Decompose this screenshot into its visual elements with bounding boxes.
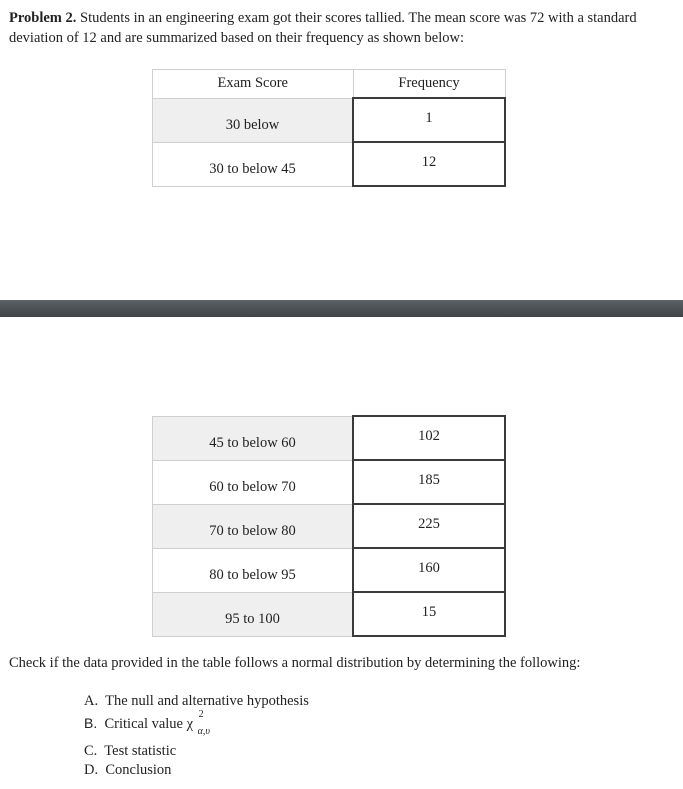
task-marker: A.: [84, 693, 99, 709]
score-cell: 95 to 100: [153, 592, 354, 636]
task-item-a: [84, 692, 309, 711]
chi-subscript: α,υ: [197, 726, 210, 737]
task-marker: C.: [84, 743, 98, 759]
table-row: [153, 142, 506, 186]
score-cell: 30 to below 45: [153, 142, 354, 186]
score-cell: 60 to below 70: [153, 460, 354, 504]
question-text: Check if the data provided in the table follows a normal distribution by determining the following:: [9, 655, 581, 671]
table-row: [153, 592, 506, 636]
frequency-cell: 15: [353, 592, 505, 636]
task-text: Test statistic: [104, 743, 177, 759]
score-table-bottom: [152, 415, 506, 637]
frequency-cell: 102: [353, 416, 505, 460]
score-cell: 70 to below 80: [153, 504, 354, 548]
table-row: [153, 504, 506, 548]
task-item-c: [84, 742, 309, 761]
task-text: The null and alternative hypothesis: [105, 693, 309, 709]
score-table-top: [152, 69, 506, 187]
frequency-cell: 185: [353, 460, 505, 504]
problem-text: Students in an engineering exam got their scores tallied. The mean score was 72 with a standard deviation of 12 and are summarized based on their frequency as shown below:: [9, 10, 637, 46]
problem-label: Problem 2.: [9, 10, 77, 26]
score-cell: 45 to below 60: [153, 416, 354, 460]
header-exam-score: Exam Score: [153, 70, 354, 99]
task-marker: D.: [84, 762, 99, 778]
chi-superscript: 2: [198, 709, 204, 720]
score-cell: 80 to below 95: [153, 548, 354, 592]
problem-statement: [9, 8, 677, 48]
chi-square-symbol: [186, 709, 211, 737]
task-text: Critical value: [104, 716, 187, 732]
task-item-b: [84, 711, 309, 742]
table-row: [153, 460, 506, 504]
page-divider-bar: [0, 300, 683, 317]
task-item-d: [84, 761, 309, 780]
frequency-cell: 12: [353, 142, 505, 186]
score-cell: 30 below: [153, 98, 354, 142]
frequency-cell: 225: [353, 504, 505, 548]
table-row: [153, 416, 506, 460]
table-row: [153, 548, 506, 592]
frequency-cell: 160: [353, 548, 505, 592]
chi-letter: χ: [186, 716, 194, 732]
table-header-row: [153, 70, 506, 99]
task-marker: B.: [84, 715, 98, 731]
header-frequency: Frequency: [353, 70, 505, 99]
table-row: [153, 98, 506, 142]
task-list: [84, 692, 309, 780]
frequency-cell: 1: [353, 98, 505, 142]
task-text: Conclusion: [105, 762, 172, 778]
